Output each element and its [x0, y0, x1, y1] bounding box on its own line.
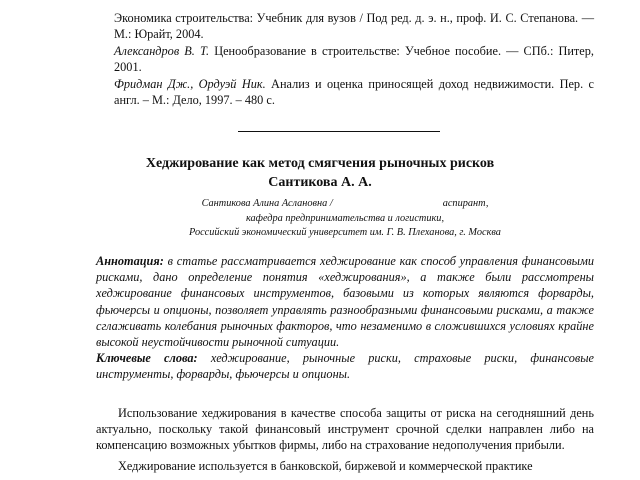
author-affiliation-line: [0, 196, 640, 211]
reference-author: Фридман Дж., Ордуэй Ник.: [114, 77, 266, 91]
reference-item: [114, 44, 594, 75]
article-body: [96, 405, 594, 478]
keywords-label: Ключевые слова:: [96, 351, 198, 366]
body-paragraph: Использование хеджирования в качестве способа защиты от риска на сегодняшний день актуально, поскольку такой финансовый инструмент срочной сделки направлен либо на компенсацию возможных убытков фирмы, либо на страхование недополучения прибыли.: [96, 406, 594, 453]
section-divider: [238, 131, 440, 132]
body-paragraph: Хеджирование используется в банковской, биржевой и коммерческой практике: [118, 458, 533, 473]
abstract-text: в статье рассматривается хеджирование как способ управления финансовыми рисками, дано определение понятия «хеджирования», а также были рассмотрены хеджирование финансовых инструментов, базовыми из которых являются форварды, фьючерсы и опционы, позволяет управлять разнообразными финансовыми рисками, а также сглаживать колебания рыночных факторов, что незаменимо в сложившихся условиях крайне высокой неустойчивости рыночной ситуации.: [96, 254, 594, 350]
keywords: [96, 350, 594, 382]
author-full-name: Сантикова Алина Аслановна /: [201, 198, 333, 209]
abstract-block: [96, 253, 594, 383]
reference-author: Александров В. Т.: [114, 44, 210, 58]
keywords-text: хеджирование, рыночные риски, страховые риски, финансовые инструменты, форварды, фьючерсы и опционы.: [96, 351, 594, 382]
reference-list: [114, 11, 594, 110]
article-title: Хеджирование как метод смягчения рыночных рисков: [145, 156, 495, 171]
reference-text: Экономика строительства: Учебник для вузов / Под ред. д. э. н., проф. И. С. Степанова. — М.: Юрайт, 2004.: [114, 11, 594, 41]
reference-item: [114, 11, 594, 42]
author-university: Российский экономический университет им. Г. В. Плеханова, г. Москва: [189, 227, 501, 238]
reference-item: [114, 77, 594, 108]
author-department: кафедра предпринимательства и логистики,: [245, 213, 445, 224]
article-author: Сантикова А. А.: [268, 175, 372, 190]
reference-text: Анализ и оценка приносящей доход недвижимости. Пер. с англ. – М.: Дело, 1997. – 480 с.: [114, 77, 594, 107]
abstract-label: Аннотация:: [96, 254, 164, 268]
author-role: аспирант,: [442, 198, 489, 209]
abstract: [96, 253, 594, 350]
reference-text: Ценообразование в строительстве: Учебное пособие. — СПб.: Питер, 2001.: [114, 44, 594, 74]
